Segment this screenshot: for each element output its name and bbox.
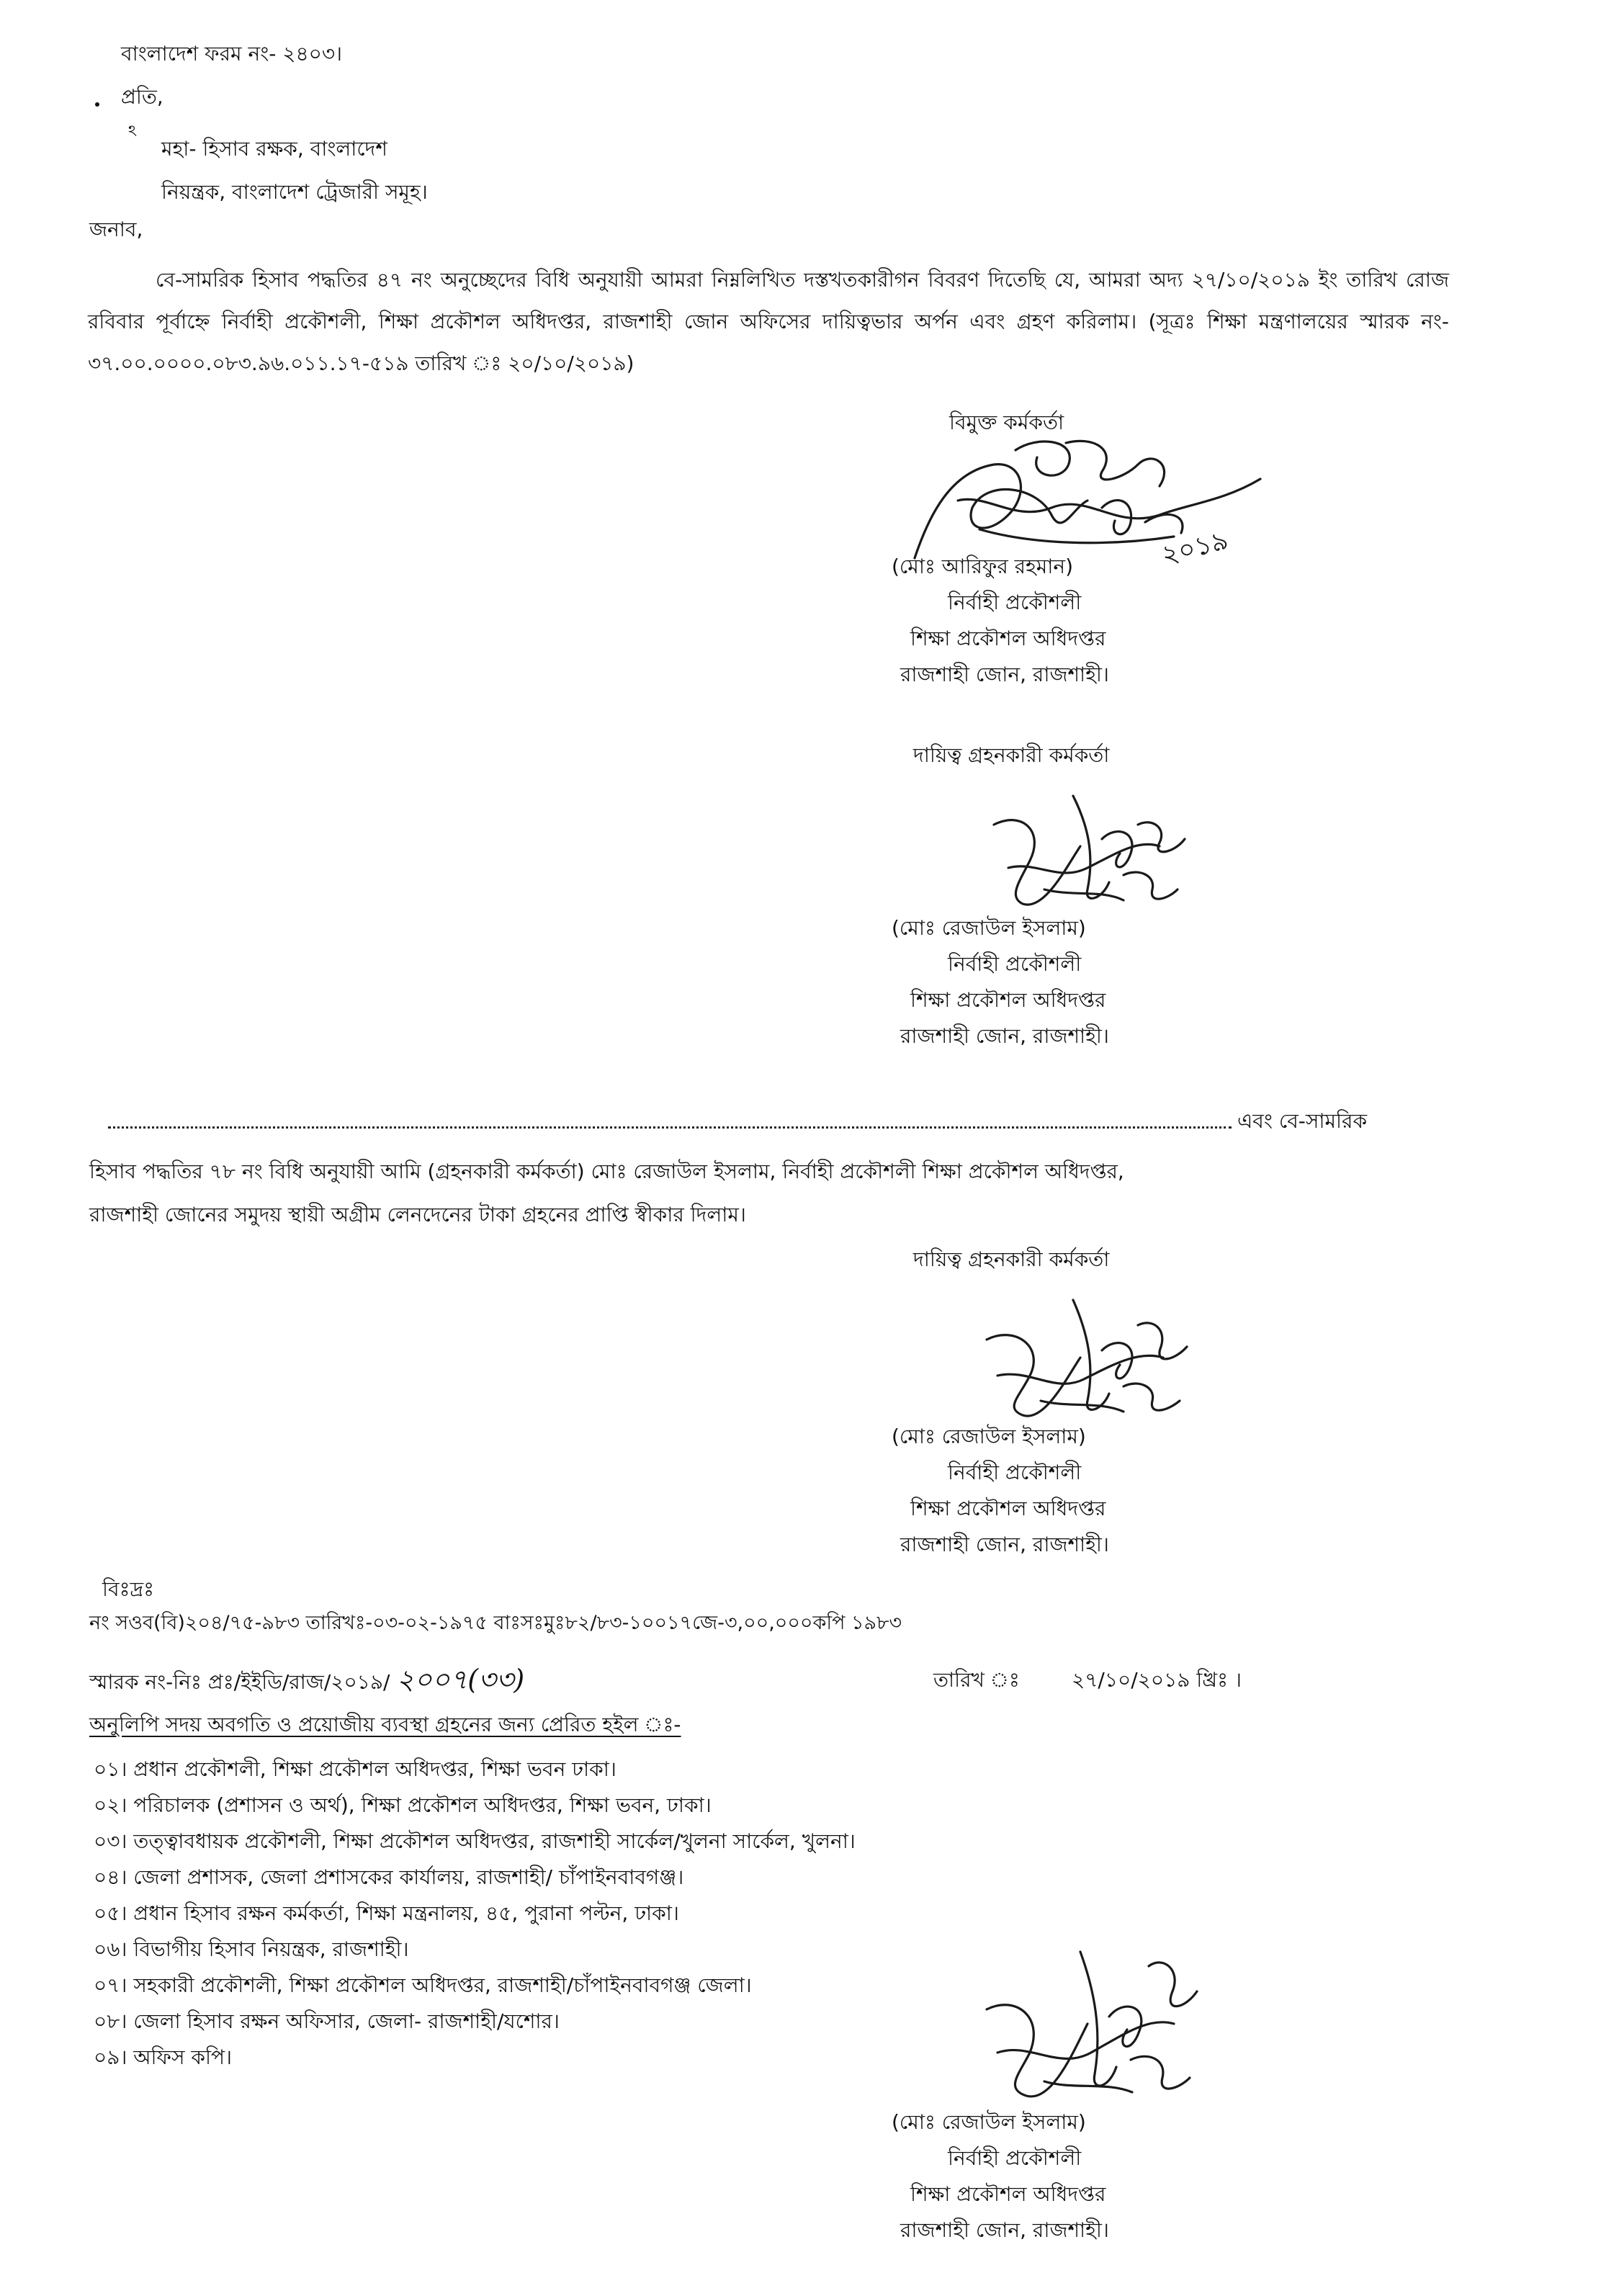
- copy-item-6: ০৬। বিভাগীয় হিসাব নিয়ন্ত্রক, রাজশাহী।: [94, 1937, 409, 1961]
- final-officer-designation: নির্বাহী প্রকৌশলী: [948, 2146, 1082, 2170]
- relieved-officer-department: শিক্ষা প্রকৌশল অধিদপ্তর: [910, 627, 1106, 650]
- memo-number: [89, 1664, 524, 1697]
- dotted-line: [108, 1126, 1232, 1129]
- dotted-line-suffix: এবং বে-সামরিক: [1237, 1109, 1368, 1133]
- form-number: বাংলাদেশ ফরম নং- ২৪০৩।: [121, 42, 343, 66]
- stray-mark: ঽ: [128, 122, 137, 140]
- final-officer-name: (মোঃ রেজাউল ইসলাম): [892, 2110, 1086, 2134]
- receiving-officer-label-2: দায়িত্ব গ্রহনকারী কর্মকর্তা: [913, 1247, 1110, 1271]
- receiving-officer-2-department: শিক্ষা প্রকৌশল অধিদপ্তর: [910, 1497, 1106, 1520]
- ink-dot: [95, 102, 99, 107]
- relieved-officer-label: বিমুক্ত কর্মকর্তা: [949, 411, 1064, 434]
- final-signature: [972, 1937, 1203, 2110]
- relieved-signature-date: ২০১৯: [1158, 525, 1232, 571]
- memo-label: স্মারক নং-নিঃ প্রঃ/ইইডি/রাজ/২০১৯/: [89, 1670, 390, 1694]
- note-label: বিঃদ্রঃ: [102, 1577, 155, 1601]
- final-officer-zone: রাজশাহী জোন, রাজশাহী।: [900, 2218, 1109, 2242]
- copy-item-5: ০৫। প্রধান হিসাব রক্ষন কর্মকর্তা, শিক্ষা মন্ত্রনালয়, ৪৫, পুরানা পল্টন, ঢাকা।: [94, 1901, 679, 1925]
- relieved-officer-zone: রাজশাহী জোন, রাজশাহী।: [900, 663, 1109, 686]
- receiving-officer-name: (মোঃ রেজাউল ইসলাম): [892, 916, 1086, 940]
- relieved-officer-name: (মোঃ আরিফুর রহমান): [892, 555, 1074, 578]
- copy-heading: অনুলিপি সদয় অবগতি ও প্রয়োজীয় ব্যবস্থা গ্রহনের জন্য প্রেরিত হইল ঃ-: [89, 1713, 681, 1736]
- receiving-officer-label: দায়িত্ব গ্রহনকারী কর্মকর্তা: [913, 743, 1110, 767]
- receiving-officer-designation: নির্বাহী প্রকৌশলী: [948, 952, 1082, 976]
- salutation: জনাব,: [89, 218, 143, 241]
- receiving-officer-zone: রাজশাহী জোন, রাজশাহী।: [900, 1024, 1109, 1048]
- to-label: প্রতি,: [121, 85, 163, 109]
- recipient-1: মহা- হিসাব রক্ষক, বাংলাদেশ: [161, 137, 387, 161]
- receiving-officer-2-designation: নির্বাহী প্রকৌশলী: [948, 1461, 1082, 1484]
- copy-item-8: ০৮। জেলা হিসাব রক্ষন অফিসার, জেলা- রাজশাহী/যশোর।: [94, 2009, 560, 2033]
- receiving-officer-department: শিক্ষা প্রকৌশল অধিদপ্তর: [910, 988, 1106, 1012]
- copy-item-1: ০১। প্রধান প্রকৌশলী, শিক্ষা প্রকৌশল অধিদপ্তর, শিক্ষা ভবন ঢাকা।: [94, 1757, 616, 1781]
- receiving-officer-signature: [979, 781, 1196, 918]
- print-line: নং সওব(বি)২০৪/৭৫-৯৮৩ তারিখঃ-০৩-০২-১৯৭৫ বাঃসঃমুঃ৮২/৮৩-১০০১৭জে-৩,০০,০০০কপি ১৯৮৩: [89, 1612, 902, 1634]
- date-label: তারিখ ঃ: [933, 1668, 1020, 1692]
- receiving-officer-signature-2: [972, 1289, 1196, 1426]
- copy-item-7: ০৭। সহকারী প্রকৌশলী, শিক্ষা প্রকৌশল অধিদপ্তর, রাজশাহী/চাঁপাইনবাবগঞ্জ জেলা।: [94, 1973, 752, 1997]
- body-paragraph-2-line-1: হিসাব পদ্ধতির ৭৮ নং বিধি অনুযায়ী আমি (গ্রহনকারী কর্মকর্তা) মোঃ রেজাউল ইসলাম, নির্বাহী প্রকৌশলী শিক্ষা প্রকৌশল অধিদপ্তর,: [89, 1160, 1124, 1183]
- final-officer-department: শিক্ষা প্রকৌশল অধিদপ্তর: [910, 2182, 1106, 2206]
- copy-item-9: ০৯। অফিস কপি।: [94, 2045, 233, 2069]
- receiving-officer-2-name: (মোঃ রেজাউল ইসলাম): [892, 1425, 1086, 1448]
- date-value: ২৭/১০/২০১৯ খ্রিঃ ।: [1072, 1668, 1242, 1692]
- copy-item-3: ০৩। তত্ত্বাবধায়ক প্রকৌশলী, শিক্ষা প্রকৌশল অধিদপ্তর, রাজশাহী সার্কেল/খুলনা সার্কেল, খুলনা।: [94, 1829, 856, 1853]
- recipient-2: নিয়ন্ত্রক, বাংলাদেশ ট্রেজারী সমূহ।: [161, 180, 428, 204]
- copy-item-4: ০৪। জেলা প্রশাসক, জেলা প্রশাসকের কার্যালয়, রাজশাহী/ চাঁপাইনবাবগঞ্জ।: [94, 1865, 684, 1889]
- body-paragraph-2-line-2: রাজশাহী জোনের সমুদয় স্থায়ী অগ্রীম লেনদেনের টাকা গ্রহনের প্রাপ্তি স্বীকার দিলাম।: [89, 1203, 746, 1227]
- copy-item-2: ০২। পরিচালক (প্রশাসন ও অর্থ), শিক্ষা প্রকৌশল অধিদপ্তর, শিক্ষা ভবন, ঢাকা।: [94, 1793, 712, 1817]
- body-paragraph-1: বে-সামরিক হিসাব পদ্ধতির ৪৭ নং অনুচ্ছেদের বিধি অনুযায়ী আমরা নিম্নলিখিত দস্তখতকারীগন বিবরণ দিতেছি যে, আমরা অদ্য ২৭/১০/২০১৯ ইং তারিখ রোজ রবিবার পূর্বাহ্নে নির্বাহী প্রকৌশলী, শিক্ষা প্রকৌশল অধিদপ্তর, রাজশাহী জোন অফিসের দায়িত্বভার অর্পন এবং গ্রহণ করিলাম। (সূত্রঃ শিক্ষা মন্ত্রণালয়ের স্মারক নং- ৩৭.০০.০০০০.০৮৩.৯৬.০১১.১৭-৫১৯ তারিখ ঃ ২০/১০/২০১৯): [88, 268, 1449, 375]
- receiving-officer-2-zone: রাজশাহী জোন, রাজশাহী।: [900, 1533, 1109, 1556]
- relieved-officer-designation: নির্বাহী প্রকৌশলী: [948, 591, 1082, 614]
- memo-handwritten-number: ২০০৭(৩৩): [396, 1664, 525, 1695]
